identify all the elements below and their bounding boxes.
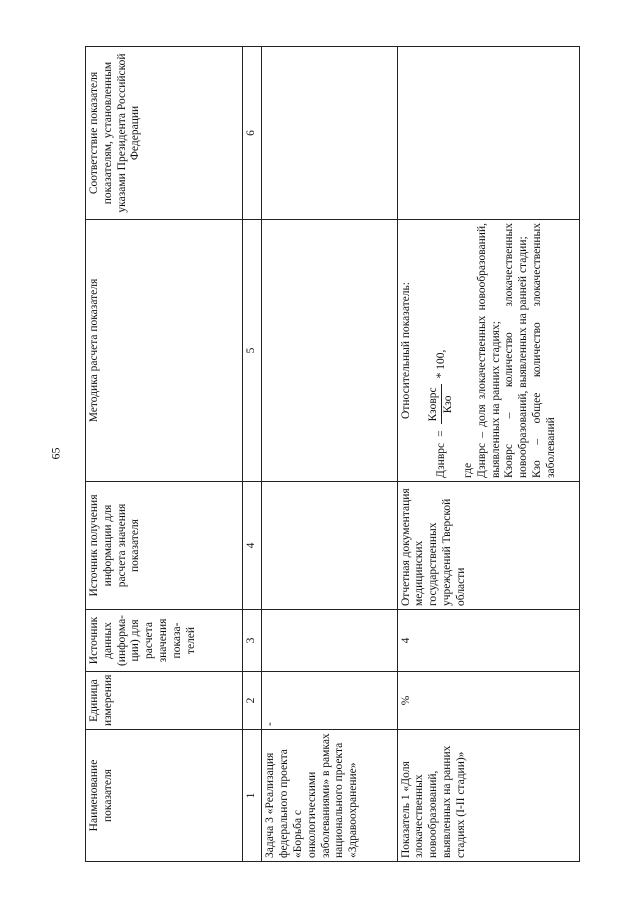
- indicator-info-source-cell: Отчетная документация медицинских государственных учреждений Тверской области: [397, 482, 579, 610]
- column-number: 2: [243, 672, 262, 730]
- rotated-table-container: [85, 47, 580, 862]
- method-intro: Относительный показатель:: [399, 282, 412, 419]
- formula-multiplier: * 100,: [434, 349, 447, 379]
- header-row: [86, 47, 243, 862]
- indicator-table: [85, 46, 580, 862]
- indicator-name-cell: Показатель 1 «Доля злокачественных новообразований, выявленных на ранних стадиях (I-II стадии)»: [397, 730, 579, 862]
- column-number: 1: [243, 730, 262, 862]
- task-method-cell: [262, 220, 397, 482]
- header-cell: Методика расчета показателя: [86, 220, 243, 482]
- method-where: где: [462, 462, 474, 478]
- header-cell: Источник данных (информа-ции) для расчета значения показа-телей: [86, 610, 243, 672]
- header-cell: Единица измерения: [86, 672, 243, 730]
- task-compliance-cell: [262, 47, 397, 220]
- formula-denominator: Кзо: [442, 395, 455, 414]
- formula-fraction: [427, 384, 456, 424]
- header-cell: Источник получения информации для расчета значения показателя: [86, 482, 243, 610]
- formula-lhs: Дзнврс: [434, 442, 447, 478]
- formula-equals: =: [434, 430, 447, 437]
- method-definition: Кзо – общее количество злокачественных заболеваний: [530, 223, 557, 478]
- indicator-row: [397, 47, 579, 862]
- column-number-row: [243, 47, 262, 862]
- page-number: 65: [48, 447, 63, 460]
- task-unit-cell: -: [262, 672, 397, 730]
- indicator-compliance-cell: [397, 47, 579, 220]
- column-number: 4: [243, 482, 262, 610]
- task-row: [262, 47, 397, 862]
- method-definition: Дзнврс – доля злокачественных новообразований, выявленных на ранних стадиях;: [475, 223, 502, 478]
- task-info-source-cell: [262, 482, 397, 610]
- indicator-method-cell: [397, 220, 579, 482]
- header-cell: Наименование показателя: [86, 730, 243, 862]
- header-cell: Соответствие показателя показателям, установленным указами Президента Российской Федерации: [86, 47, 243, 220]
- indicator-unit-cell: %: [397, 672, 579, 730]
- column-number: 5: [243, 220, 262, 482]
- column-number: 6: [243, 47, 262, 220]
- task-data-source-cell: [262, 610, 397, 672]
- indicator-data-source-cell: 4: [397, 610, 579, 672]
- column-number: 3: [243, 610, 262, 672]
- method-formula: [427, 223, 456, 478]
- method-definition: Кзоврс – количество злокачественных новообразований, выявленных на ранней стадии;: [503, 223, 530, 478]
- formula-numerator: Кзоврс: [427, 384, 442, 424]
- task-name-cell: Задача 3 «Реализация федерального проекта «Борьба с онкологическими заболеваниями» в рамках национального проекта «Здравоохранение»: [262, 730, 397, 862]
